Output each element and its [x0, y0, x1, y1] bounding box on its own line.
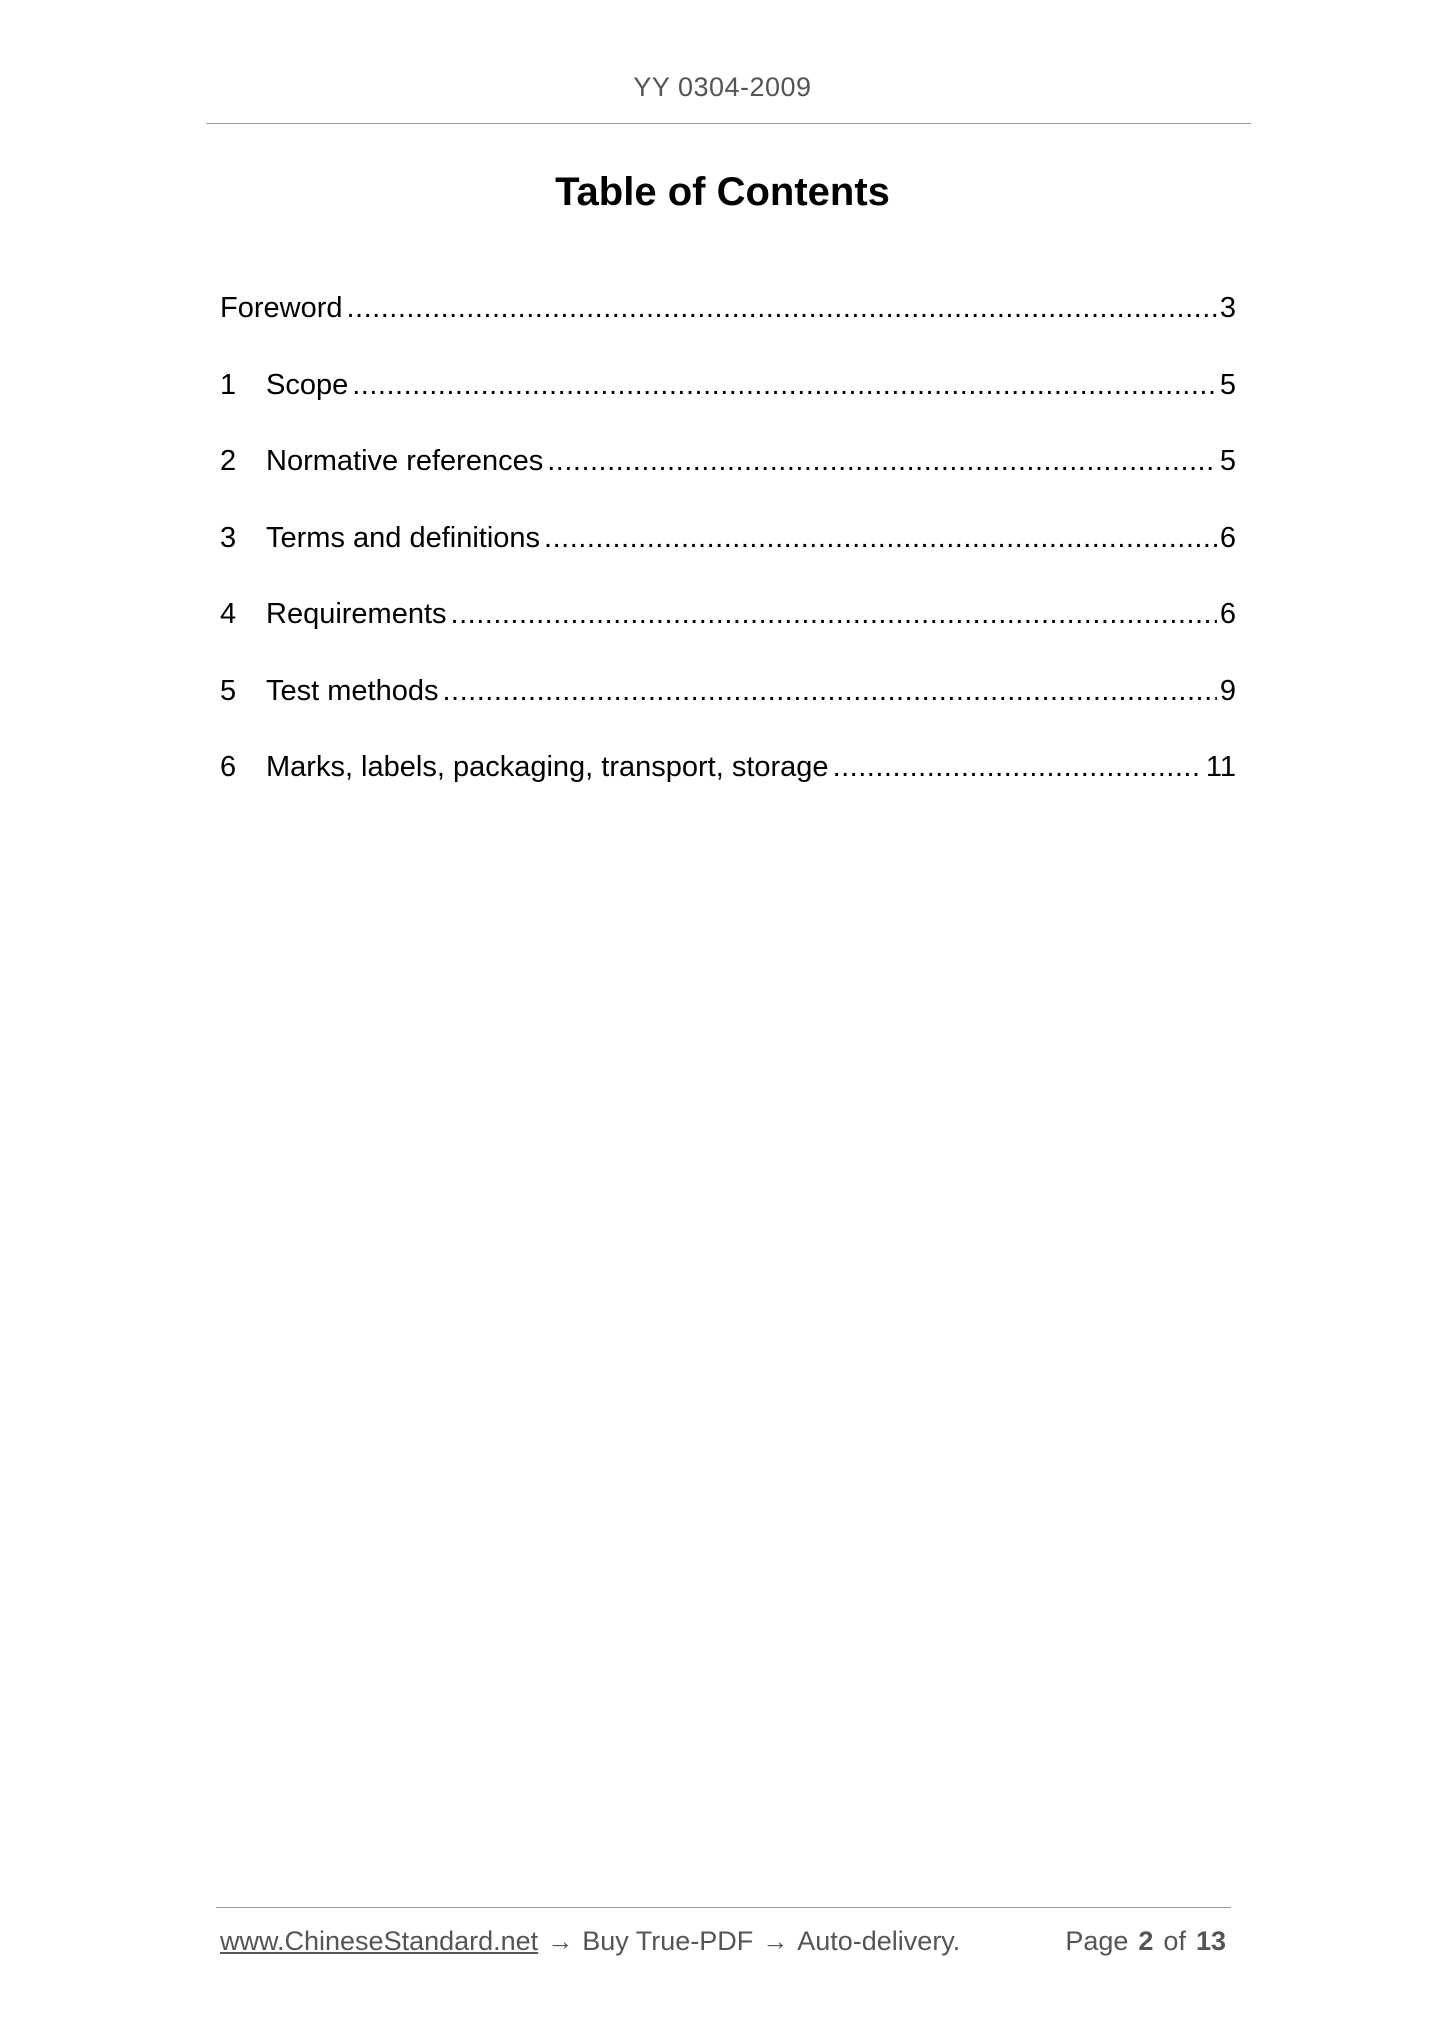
toc-entry-page: 9: [1219, 674, 1236, 707]
toc-entry-scope[interactable]: [220, 363, 1236, 440]
current-page-number: 2: [1138, 1926, 1154, 1956]
toc-dot-leader: [547, 439, 1217, 483]
footer-promo: [220, 1926, 960, 1957]
toc-dot-leader: [544, 516, 1217, 560]
toc-entry-marks-labels-packaging[interactable]: [220, 745, 1236, 822]
toc-entry-page: 6: [1219, 598, 1236, 630]
toc-entry-page: 11: [1205, 751, 1236, 783]
toc-entry-label: Requirements: [266, 598, 447, 630]
page-word: Page: [1065, 1926, 1129, 1956]
header-divider: [206, 123, 1251, 124]
toc-entry-requirements[interactable]: [220, 592, 1236, 669]
toc-dot-leader: [352, 363, 1217, 407]
toc-entry-page: 5: [1219, 445, 1236, 477]
toc-entry-page: 5: [1219, 368, 1236, 401]
toc-entry-label: Terms and definitions: [266, 521, 541, 554]
page-footer: [220, 1926, 1226, 1966]
right-arrow-icon: →: [762, 1926, 789, 1956]
footer-step-buy: Buy True-PDF: [582, 1926, 754, 1956]
page-indicator: [1065, 1926, 1226, 1957]
toc-entry-page: 3: [1219, 292, 1236, 324]
toc-dot-leader: [347, 286, 1217, 330]
toc-entry-label: Test methods: [266, 674, 439, 707]
footer-divider: [216, 1907, 1231, 1908]
toc-entry-label: Marks, labels, packaging, transport, storage: [266, 751, 829, 783]
chinese-standard-link[interactable]: www.ChineseStandard.net: [220, 1926, 539, 1956]
toc-entry-label: Scope: [266, 368, 349, 401]
toc-dot-leader: [442, 669, 1216, 713]
toc-list: [220, 286, 1236, 822]
right-arrow-icon: →: [547, 1926, 574, 1956]
toc-dot-leader: [451, 592, 1217, 636]
toc-entry-number: 4: [220, 598, 237, 630]
toc-entry-normative-references[interactable]: [220, 439, 1236, 516]
toc-entry-number: 6: [220, 751, 237, 783]
toc-entry-number: 5: [220, 674, 237, 707]
toc-entry-label: Normative references: [266, 445, 544, 477]
document-code: YY 0304-2009: [633, 72, 812, 102]
of-word: of: [1163, 1926, 1186, 1956]
toc-entry-terms-and-definitions[interactable]: [220, 516, 1236, 593]
footer-step-delivery: Auto-delivery.: [797, 1926, 961, 1956]
toc-entry-number: 3: [220, 521, 237, 554]
toc-entry-number: 2: [220, 445, 237, 477]
toc-dot-leader: [833, 745, 1203, 789]
toc-title: Table of Contents: [555, 170, 890, 214]
toc-entry-foreword[interactable]: [220, 286, 1236, 363]
toc-entry-page: 6: [1219, 521, 1236, 554]
toc-entry-label: Foreword: [220, 292, 343, 324]
toc-entry-number: 1: [220, 368, 237, 401]
total-pages-number: 13: [1195, 1926, 1226, 1956]
toc-entry-test-methods[interactable]: [220, 669, 1236, 746]
